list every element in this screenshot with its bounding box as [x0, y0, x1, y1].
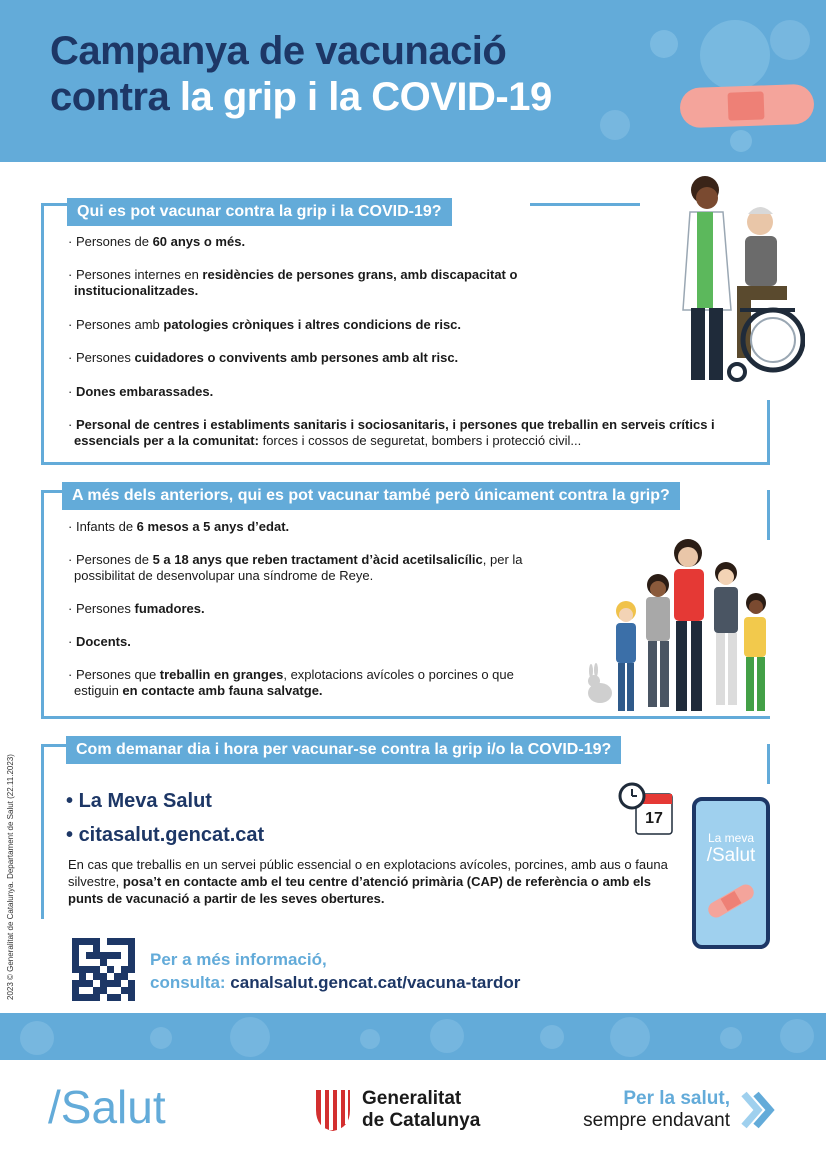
more-info-line1: Per a més informació, [150, 950, 327, 969]
phone-app-label: La meva /Salut [706, 831, 756, 866]
qr-module [121, 994, 128, 1001]
qr-module [128, 938, 135, 945]
qr-module [72, 973, 79, 980]
qr-module [86, 966, 93, 973]
qr-module [114, 980, 121, 987]
list-item: · Persones fumadores. [68, 601, 205, 616]
qr-module [79, 945, 86, 952]
qr-module [79, 994, 86, 1001]
qr-module [100, 987, 107, 994]
more-info-consulta: consulta: [150, 973, 231, 992]
qr-module [128, 959, 135, 966]
qr-module [121, 959, 128, 966]
cap-instructions: En cas que treballis en un servei públic essencial o en explotacions avícoles, porcines, amb aus o fauna silvestre, posa’t en contacte amb el teu centre d’atenció primària (CAP) de referència o amb els punts de vacunació a partir de les seves obertures. [68, 857, 668, 906]
qr-module [114, 959, 121, 966]
virus-decoration-icon [610, 1017, 650, 1057]
qr-module [86, 987, 93, 994]
page-title [50, 28, 552, 120]
qr-module [128, 987, 135, 994]
header-banner [0, 0, 826, 162]
qr-module [86, 980, 93, 987]
calendar-clock-icon [616, 780, 676, 838]
more-info [150, 948, 520, 994]
qr-module [79, 980, 86, 987]
qr-module [121, 938, 128, 945]
qr-code-icon[interactable] [72, 938, 135, 1001]
qr-module [79, 966, 86, 973]
virus-decoration-icon [430, 1019, 464, 1053]
qr-module [107, 973, 114, 980]
copyright-credit: 2023 © Generalitat de Catalunya. Departament de Salut (22.11.2023) [6, 754, 15, 1000]
list-item: · Persones que treballin en granges, explotacions avícoles o porcines o que estiguin en contacte amb fauna salvatge. [68, 667, 514, 698]
qr-module [121, 952, 128, 959]
virus-decoration-icon [780, 1019, 814, 1053]
qr-module [100, 959, 107, 966]
qr-module [121, 945, 128, 952]
virus-decoration-icon [20, 1021, 54, 1055]
qr-module [121, 973, 128, 980]
qr-module [107, 952, 114, 959]
qr-module [93, 966, 100, 973]
qr-module [86, 945, 93, 952]
qr-module [121, 980, 128, 987]
qr-module [107, 980, 114, 987]
virus-decoration-icon [720, 1027, 742, 1049]
nurse-wheelchair-illustration [645, 170, 805, 395]
virus-decoration-icon [600, 110, 630, 140]
qr-module [86, 959, 93, 966]
section2-right-edge [767, 490, 770, 540]
qr-module [86, 994, 93, 1001]
qr-module [93, 980, 100, 987]
salut-logo: /Salut [48, 1081, 166, 1133]
slogan-line1: Per la salut, [623, 1088, 730, 1109]
list-item: · Persones internes en residències de persones grans, amb discapacitat o institucionalitzades. [68, 267, 518, 298]
list-item: · Personal de centres i establiments sanitaris i sociosanitaris, i persones que treballin en serveis crítics i essencials per a la comunitat: forces i cossos de seguretat, bombers i protecció civil... [68, 417, 715, 448]
section2-list [68, 519, 558, 699]
qr-module [72, 987, 79, 994]
qr-module [72, 966, 79, 973]
section2-heading: A més dels anteriors, qui es pot vacunar també però únicament contra la grip? [62, 482, 680, 510]
qr-module [93, 952, 100, 959]
qr-module [93, 938, 100, 945]
virus-decoration-icon [360, 1029, 380, 1049]
qr-module [100, 952, 107, 959]
qr-module [72, 945, 79, 952]
qr-module [72, 980, 79, 987]
qr-module [107, 994, 114, 1001]
family-illustration [580, 535, 780, 720]
qr-module [100, 966, 107, 973]
generalitat-line1: Generalitat [362, 1088, 462, 1109]
qr-module [114, 945, 121, 952]
more-info-link[interactable]: canalsalut.gencat.cat/vacuna-tardor [230, 973, 521, 992]
qr-module [121, 966, 128, 973]
generalitat-line2: de Catalunya [362, 1110, 481, 1131]
qr-module [107, 938, 114, 945]
slogan-line2: sempre endavant [583, 1110, 730, 1131]
qr-module [114, 952, 121, 959]
qr-module [114, 938, 121, 945]
bandage-pad [728, 91, 765, 120]
qr-module [86, 973, 93, 980]
qr-module [72, 938, 79, 945]
virus-decoration-icon [230, 1017, 270, 1057]
qr-module [128, 952, 135, 959]
list-item: · Persones cuidadores o convivents amb persones amb alt risc. [68, 350, 459, 365]
section3-heading: Com demanar dia i hora per vacunar-se contra la grip i/o la COVID-19? [66, 736, 621, 764]
virus-decoration-icon [770, 20, 810, 60]
virus-decoration-icon [700, 20, 770, 90]
qr-module [114, 973, 121, 980]
list-item: · Persones amb patologies cròniques i altres condicions de risc. [68, 317, 462, 332]
qr-module [121, 987, 128, 994]
qr-module [128, 980, 135, 987]
qr-module [79, 952, 86, 959]
qr-module [79, 959, 86, 966]
qr-module [93, 987, 100, 994]
qr-module [100, 973, 107, 980]
virus-decoration-icon [150, 1027, 172, 1049]
slogan [583, 1088, 730, 1132]
list-item: · Infants de 6 mesos a 5 anys d’edat. [68, 519, 290, 534]
list-item: · Dones embarassades. [68, 384, 214, 399]
qr-module [93, 959, 100, 966]
section3-right-edge [767, 744, 770, 784]
qr-module [86, 938, 93, 945]
title-line2-white: la grip i la COVID-19 [179, 75, 552, 119]
qr-module [114, 987, 121, 994]
title-line1: Campanya de vacunació [50, 29, 507, 73]
qr-module [128, 945, 135, 952]
qr-module [100, 994, 107, 1001]
qr-module [100, 938, 107, 945]
qr-module [107, 987, 114, 994]
qr-module [79, 973, 86, 980]
qr-module [72, 952, 79, 959]
qr-module [128, 973, 135, 980]
qr-module [79, 938, 86, 945]
qr-module [93, 994, 100, 1001]
qr-module [93, 973, 100, 980]
qr-module [72, 994, 79, 1001]
qr-module [93, 945, 100, 952]
chevron-right-icon [740, 1090, 780, 1130]
virus-decoration-icon [730, 130, 752, 152]
virus-decoration-icon [650, 30, 678, 58]
phone-app-icon [692, 797, 770, 949]
bandage-icon [679, 84, 814, 129]
qr-module [114, 994, 121, 1001]
list-item: · Persones de 5 a 18 anys que reben tractament d’àcid acetilsalicílic, per la possibilitat de desenvolupar una síndrome de Reye. [68, 552, 523, 583]
booking-links [66, 784, 264, 852]
phone-bandage-icon [704, 881, 758, 921]
qr-module [107, 966, 114, 973]
link-la-meva-salut[interactable]: • La Meva Salut [66, 790, 212, 812]
virus-band [0, 1013, 826, 1060]
link-citasalut[interactable]: • citasalut.gencat.cat [66, 824, 265, 846]
list-item: · Docents. [68, 634, 131, 649]
generalitat-logo [314, 1088, 481, 1137]
qr-module [107, 959, 114, 966]
qr-module [107, 945, 114, 952]
generalitat-emblem-icon [314, 1088, 352, 1132]
qr-module [128, 994, 135, 1001]
qr-module [114, 966, 121, 973]
qr-module [86, 952, 93, 959]
list-item: · Persones de 60 anys o més. [68, 234, 246, 249]
qr-module [100, 945, 107, 952]
qr-module [72, 959, 79, 966]
qr-module [79, 987, 86, 994]
title-line2-dark: contra [50, 75, 180, 119]
qr-module [128, 966, 135, 973]
section1-heading: Qui es pot vacunar contra la grip i la COVID-19? [67, 198, 452, 226]
qr-module [100, 980, 107, 987]
calendar-day: 17 [645, 810, 663, 827]
virus-decoration-icon [540, 1025, 564, 1049]
